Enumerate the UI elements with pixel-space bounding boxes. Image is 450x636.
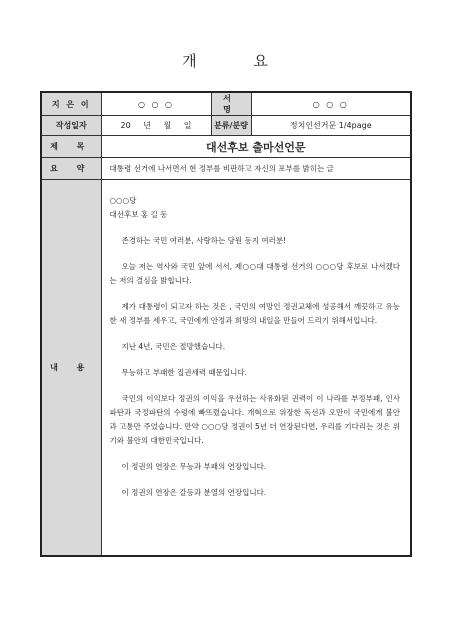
- date-row: [41, 116, 411, 136]
- paragraph-3: 제가 대통령이 되고자 하는 것은 , 국민의 여망인 정권교체에 성공해서 깨끗하고 유능한 새 정부를 세우고, 국민에게 안정과 희망의 내일을 만들어 드리기 위해서입니다.: [109, 302, 400, 325]
- category-label: 분류/분량: [211, 116, 251, 136]
- date-value: 20 년 월 일: [101, 116, 211, 136]
- book-title-value: ○ ○ ○: [251, 92, 411, 116]
- book-title-label: 서 명: [211, 92, 251, 116]
- summary-form-table: [40, 91, 412, 557]
- paragraph-7: 이 정권의 연장은 무능과 부패의 연장입니다.: [121, 462, 267, 471]
- content-row: [41, 180, 411, 556]
- subject-label: 제 목: [41, 136, 101, 158]
- paragraph-8: 이 정권의 연장은 갈등과 분열의 연장입니다.: [121, 488, 267, 497]
- page-title: 개 요: [182, 52, 294, 70]
- title-row: [41, 136, 411, 158]
- subject-value: 대선후보 출마선언문: [101, 136, 411, 158]
- paragraph-2: 오늘 저는 역사와 국민 앞에 서서, 제○○대 대통령 선거의 ○○○당 후보로 나서겠다는 저의 결심을 밝힙니다.: [109, 262, 400, 285]
- paragraph-1: 존경하는 국민 여러분, 사랑하는 당원 동지 여러분!: [121, 236, 287, 245]
- summary-row: [41, 158, 411, 180]
- candidate-line: 대선후보 홍 길 동: [109, 210, 168, 219]
- author-value: ○ ○ ○: [101, 92, 211, 116]
- content-body: [101, 180, 411, 556]
- summary-value: 대통령 선거에 나서면서 현 정부를 비판하고 자신의 포부를 밝히는 글: [101, 158, 411, 180]
- date-label: 작성일자: [41, 116, 101, 136]
- party-line: ○○○당: [109, 196, 137, 205]
- content-label: 내 용: [41, 180, 101, 556]
- author-label: 지 은 이: [41, 92, 101, 116]
- paragraph-5: 무능하고 부패한 집권세력 때문입니다.: [121, 368, 247, 377]
- summary-label: 요 약: [41, 158, 101, 180]
- paragraph-4: 지난 4년, 국민은 절망했습니다.: [121, 342, 226, 351]
- category-value: 정치인선거문 1/4page: [251, 116, 411, 136]
- paragraph-6: 국민의 이익보다 정권의 이익을 우선하는 사유화된 권력이 이 나라를 부정부패, 인사파탄과 국정파탄의 수렁에 빠뜨렸습니다. 개혁으로 위장한 독선과 오만이 국민에게 불안과 고통만 주었습니다. 만약 ○○○당 정권이 5년 더 연장된다면, 우리를 기다리는 것은 위기와 불안의 대한민국입니다.: [109, 394, 400, 445]
- author-row: [41, 92, 411, 116]
